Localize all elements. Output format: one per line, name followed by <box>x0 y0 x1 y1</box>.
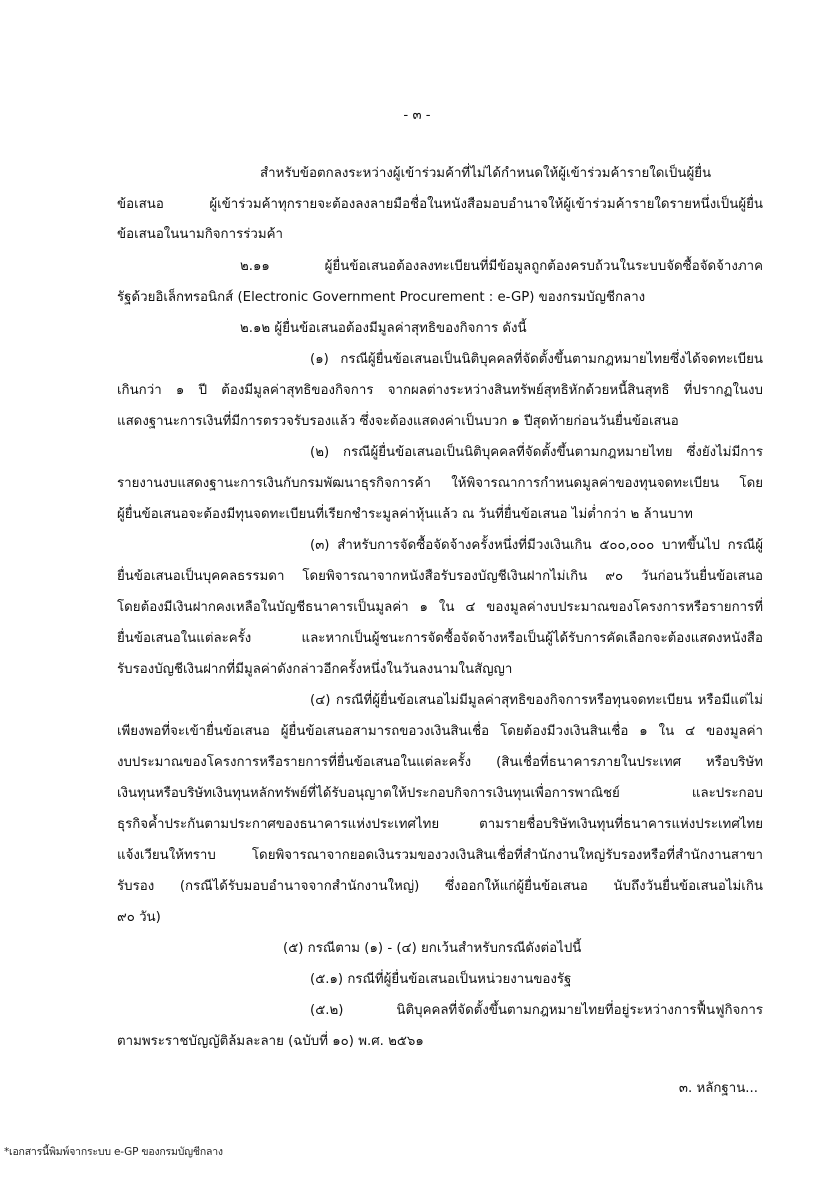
item-3-line-4: ยื่นข้อเสนอในแต่ละครั้ง และหากเป็นผู้ชนะการจัดซื้อจัดจ้างหรือเป็นผู้ได้รับการคัดเลือกจะต้องแสดงหนังสือ <box>117 631 763 646</box>
intro-line-1: สำหรับข้อตกลงระหว่างผู้เข้าร่วมค้าที่ไม่ได้กำหนดให้ผู้เข้าร่วมค้ารายใดเป็นผู้ยื่น <box>260 166 712 181</box>
clause-2-11-line-2: รัฐด้วยอิเล็กทรอนิกส์ (Electronic Government Procurement : e-GP) ของกรมบัญชีกลาง <box>117 290 646 305</box>
item-2-line-1: (๒) กรณีผู้ยื่นข้อเสนอเป็นนิติบุคคลที่จัดตั้งขึ้นตามกฎหมายไทย ซึ่งยังไม่มีการ <box>310 445 763 460</box>
item-3-line-5: รับรองบัญชีเงินฝากที่มีมูลค่าดังกล่าวอีกครั้งหนึ่งในวันลงนามในสัญญา <box>117 662 513 677</box>
clause-2-12-heading: ๒.๑๒ ผู้ยื่นข้อเสนอต้องมีมูลค่าสุทธิของกิจการ ดังนี้ <box>240 321 527 336</box>
intro-line-2: ข้อเสนอ ผู้เข้าร่วมค้าทุกรายจะต้องลงลายมือชื่อในหนังสือมอบอำนาจให้ผู้เข้าร่วมค้ารายใดรายหนึ่งเป็นผู้ยื่น <box>117 197 763 212</box>
item-4-line-8: ๙๐ วัน) <box>117 910 161 925</box>
item-2-line-3: ผู้ยื่นข้อเสนอจะต้องมีทุนจดทะเบียนที่เรียกชำระมูลค่าหุ้นแล้ว ณ วันที่ยื่นข้อเสนอ ไม่ต่ำกว่า ๒ ล้านบาท <box>117 507 693 522</box>
clause-2-11-line-1: ๒.๑๑ ผู้ยื่นข้อเสนอต้องลงทะเบียนที่มีข้อมูลถูกต้องครบถ้วนในระบบจัดซื้อจัดจ้างภาค <box>240 259 763 274</box>
item-4-line-5: ธุรกิจค้ำประกันตามประกาศของธนาคารแห่งประเทศไทย ตามรายชื่อบริษัทเงินทุนที่ธนาคารแห่งประเทศไทย <box>117 817 763 832</box>
item-4-line-4: เงินทุนหรือบริษัทเงินทุนหลักทรัพย์ที่ได้รับอนุญาตให้ประกอบกิจการเงินทุนเพื่อการพาณิชย์ และประกอบ <box>117 786 763 801</box>
item-3-line-3: โดยต้องมีเงินฝากคงเหลือในบัญชีธนาคารเป็นมูลค่า ๑ ใน ๔ ของมูลค่างบประมาณของโครงการหรือรายการที่ <box>117 600 763 615</box>
item-3-line-1: (๓) สำหรับการจัดซื้อจัดจ้างครั้งหนึ่งที่มีวงเงินเกิน ๕๐๐,๐๐๐ บาทขึ้นไป กรณีผู้ <box>310 538 763 553</box>
item-4-line-6: แจ้งเวียนให้ทราบ โดยพิจารณาจากยอดเงินรวมของวงเงินสินเชื่อที่สำนักงานใหญ่รับรองหรือที่สำนักงานสาขา <box>117 848 763 863</box>
item-3-line-2: ยื่นข้อเสนอเป็นบุคคลธรรมดา โดยพิจารณาจากหนังสือรับรองบัญชีเงินฝากไม่เกิน ๙๐ วันก่อนวันยื่นข้อเสนอ <box>117 569 763 584</box>
page-number: - ๓ - <box>403 108 431 123</box>
item-5-1: (๕.๑) กรณีที่ผู้ยื่นข้อเสนอเป็นหน่วยงานของรัฐ <box>310 972 572 987</box>
item-5-2-line-2: ตามพระราชบัญญัติล้มละลาย (ฉบับที่ ๑๐) พ.ศ. ๒๕๖๑ <box>117 1034 424 1049</box>
item-4-line-7: รับรอง (กรณีได้รับมอบอำนาจจากสำนักงานใหญ่) ซึ่งออกให้แก่ผู้ยื่นข้อเสนอ นับถึงวันยื่นข้อเสนอไม่เกิน <box>117 879 763 894</box>
footer-note: *เอกสารนี้พิมพ์จากระบบ e-GP ของกรมบัญชีกลาง <box>4 1146 223 1158</box>
item-1-line-2: เกินกว่า ๑ ปี ต้องมีมูลค่าสุทธิของกิจการ จากผลต่างระหว่างสินทรัพย์สุทธิหักด้วยหนี้สินสุทธิ ที่ปรากฏในงบ <box>117 383 763 398</box>
intro-line-3: ข้อเสนอในนามกิจการร่วมค้า <box>117 227 283 242</box>
item-4-line-2: เพียงพอที่จะเข้ายื่นข้อเสนอ ผู้ยื่นข้อเสนอสามารถขอวงเงินสินเชื่อ โดยต้องมีวงเงินสินเชื่อ ๑ ใน ๔ ของมูลค่า <box>117 724 763 739</box>
continuation-marker: ๓. หลักฐาน... <box>678 1081 758 1096</box>
item-1-line-1: (๑) กรณีผู้ยื่นข้อเสนอเป็นนิติบุคคลที่จัดตั้งขึ้นตามกฎหมายไทยซึ่งได้จดทะเบียน <box>310 352 763 367</box>
item-5-2-line-1: (๕.๒) นิติบุคคลที่จัดตั้งขึ้นตามกฎหมายไทยที่อยู่ระหว่างการฟื้นฟูกิจการ <box>310 1003 763 1018</box>
item-5: (๕) กรณีตาม (๑) - (๔) ยกเว้นสำหรับกรณีดังต่อไปนี้ <box>283 941 582 956</box>
item-4-line-3: งบประมาณของโครงการหรือรายการที่ยื่นข้อเสนอในแต่ละครั้ง (สินเชื่อที่ธนาคารภายในประเทศ หรือบริษัท <box>117 755 763 770</box>
item-4-line-1: (๔) กรณีที่ผู้ยื่นข้อเสนอไม่มีมูลค่าสุทธิของกิจการหรือทุนจดทะเบียน หรือมีแต่ไม่ <box>310 693 763 708</box>
item-2-line-2: รายงานงบแสดงฐานะการเงินกับกรมพัฒนาธุรกิจการค้า ให้พิจารณาการกำหนดมูลค่าของทุนจดทะเบียน โดย <box>117 476 763 491</box>
item-1-line-3: แสดงฐานะการเงินที่มีการตรวจรับรองแล้ว ซึ่งจะต้องแสดงค่าเป็นบวก ๑ ปีสุดท้ายก่อนวันยื่นข้อเสนอ <box>117 414 679 429</box>
